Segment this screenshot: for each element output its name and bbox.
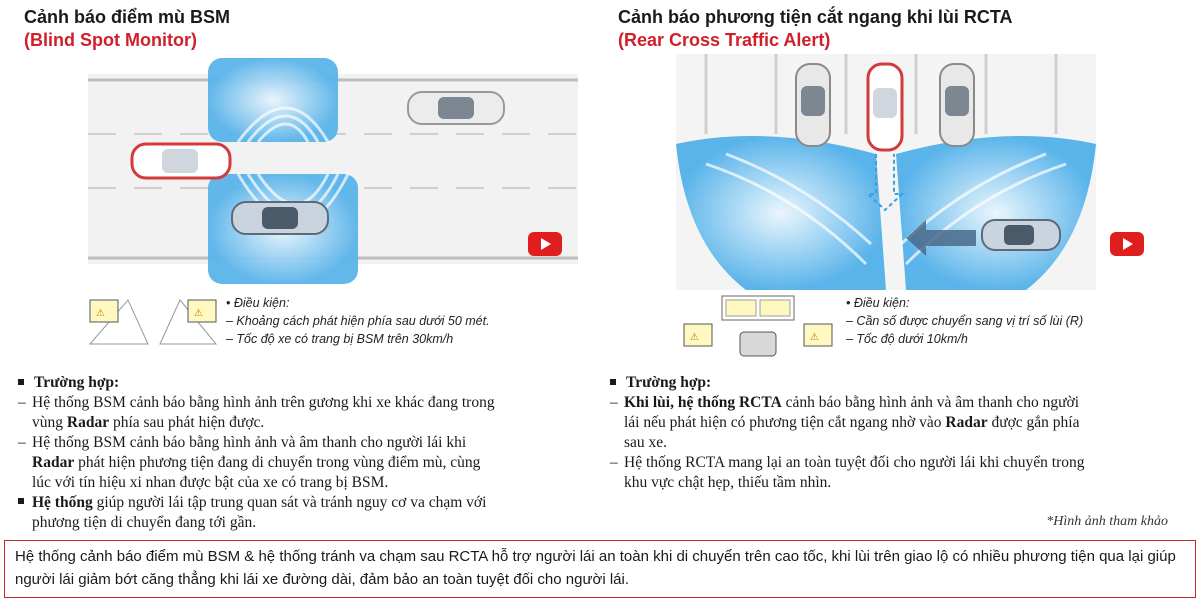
bsm-system-note: Hệ thống giúp người lái tập trung quan sát và tránh nguy cơ va chạm với phương tiện di chuyển đang tới gần.	[18, 493, 590, 533]
bsm-condition-label: • Điều kiện:	[226, 296, 290, 310]
svg-text:⚠: ⚠	[810, 332, 819, 343]
parked-car-left	[796, 64, 830, 146]
rcta-illustration	[676, 54, 1096, 290]
bsm-condition-distance: – Khoảng cách phát hiện phía sau dưới 50 mét.	[226, 314, 490, 328]
summary-text: Hệ thống cảnh báo điểm mù BSM & hệ thống tránh va chạm sau RCTA hỗ trợ người lái an toàn khi di chuyển trên cao tốc, khi lùi trên giao lộ có nhiều phương tiện qua lại giúp người lái giảm bớt căng thẳng khi lái xe đường dài, đảm bảo an toàn tuyệt đối cho người lái.	[15, 548, 1176, 588]
play-icon[interactable]	[528, 232, 562, 256]
crossing-car	[982, 220, 1060, 250]
rcta-condition-gear: – Cần số được chuyển sang vị trí số lùi (R)	[846, 314, 1084, 328]
rcta-case-2: – Hệ thống RCTA mang lại an toàn tuyệt đối cho người lái khi chuyển trong khu vực chật hẹp, thiếu tầm nhìn.	[610, 454, 1085, 491]
parked-car-right	[940, 64, 974, 146]
car-blind-spot	[232, 202, 328, 234]
rcta-cases	[610, 373, 1188, 493]
ego-car-red	[132, 144, 230, 178]
rcta-case-1: – Khi lùi, hệ thống RCTA cảnh báo bằng hình ảnh và âm thanh cho người lái nếu phát hiện có phương tiện cắt ngang nhờ vào Radar được gắn phía sau xe.	[610, 394, 1080, 451]
dashboard-warning-icon	[680, 294, 836, 360]
car-upper	[408, 92, 504, 124]
svg-text:⚠: ⚠	[690, 332, 699, 343]
bsm-condition-speed: – Tốc độ xe có trang bị BSM trên 30km/h	[226, 332, 454, 346]
bsm-conditions	[226, 294, 490, 348]
rcta-condition-speed: – Tốc độ dưới 10km/h	[846, 332, 968, 346]
bsm-case-2: – Hệ thống BSM cảnh báo bằng hình ảnh và âm thanh cho người lái khi Radar phát hiện phương tiện đang di chuyển trong vùng điểm mù, cùng lúc với tín hiệu xi nhan được bật của xe có trang bị BSM.	[18, 434, 481, 491]
rcta-subtitle: (Rear Cross Traffic Alert)	[618, 30, 831, 50]
rcta-title: Cảnh báo phương tiện cắt ngang khi lùi RCTA	[618, 7, 1013, 27]
bsm-subtitle: (Blind Spot Monitor)	[24, 30, 197, 50]
bsm-title: Cảnh báo điểm mù BSM	[24, 7, 231, 27]
reversing-car-red	[868, 64, 902, 150]
rcta-cases-heading: Trường hợp:	[610, 373, 1188, 393]
bsm-cases	[18, 373, 590, 533]
mirror-warning-icon	[88, 294, 220, 354]
reference-image-note: *Hình ảnh tham khảo	[1046, 514, 1168, 529]
rcta-condition-label: • Điều kiện:	[846, 296, 910, 310]
summary-box	[4, 540, 1196, 598]
svg-text:⚠: ⚠	[96, 308, 105, 319]
play-icon[interactable]	[1110, 232, 1144, 256]
svg-text:⚠: ⚠	[194, 308, 203, 319]
rcta-conditions	[846, 294, 1083, 348]
bsm-radar-upper	[208, 58, 338, 142]
bsm-cases-heading: Trường hợp:	[18, 373, 590, 393]
bsm-case-1: – Hệ thống BSM cảnh báo bằng hình ảnh trên gương khi xe khác đang trong vùng Radar phía sau phát hiện được.	[18, 394, 495, 431]
bsm-illustration	[88, 54, 578, 290]
